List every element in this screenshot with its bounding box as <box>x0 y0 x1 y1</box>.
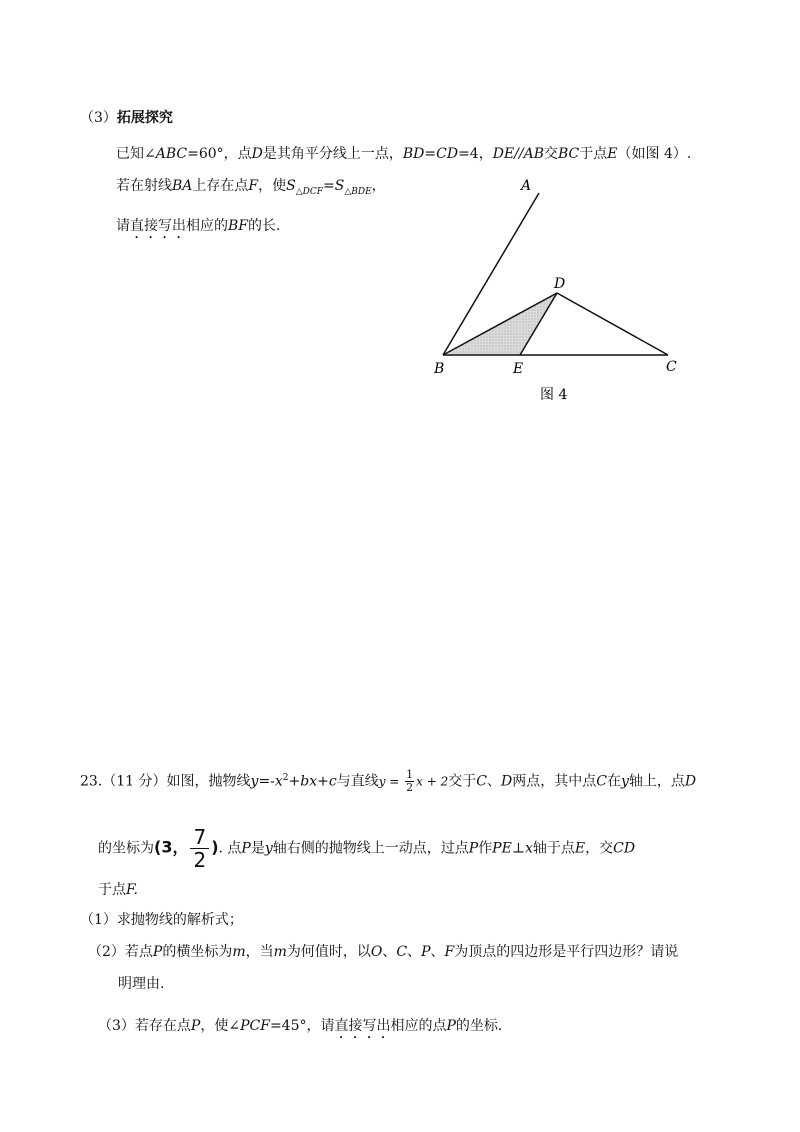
text: （3）若存在点 <box>98 1018 191 1034</box>
math: 3， <box>161 837 189 857</box>
text: 若在射线 <box>116 178 172 194</box>
math: BC <box>558 146 580 162</box>
math: BD=CD <box>402 146 459 162</box>
text: 相应的点 <box>390 1018 447 1034</box>
math: D <box>684 773 697 790</box>
math: P <box>468 840 479 857</box>
math: F. <box>126 882 138 898</box>
text: 请 <box>116 218 130 234</box>
text: ，使∠ <box>200 1018 241 1034</box>
math: BA <box>172 178 193 194</box>
text: =45°，请 <box>269 1018 335 1034</box>
question-score: （11 分） <box>102 773 167 790</box>
math-sub: △BDE <box>344 186 372 197</box>
math: PE <box>492 840 512 857</box>
math: P <box>446 1018 456 1034</box>
math: E <box>574 840 586 857</box>
text: 如图，抛物线 <box>166 773 251 790</box>
math: O <box>370 944 383 960</box>
text: 轴右侧的抛物线上一动点，过点 <box>272 840 469 857</box>
math: P <box>190 1018 201 1034</box>
q23-sub2-cont <box>118 974 164 994</box>
question-number: 23. <box>80 773 103 790</box>
math: = <box>385 774 404 789</box>
segment-dc <box>557 293 668 355</box>
text: ，交 <box>585 840 614 857</box>
text: 明理由. <box>118 976 165 992</box>
text: 是 <box>250 840 265 857</box>
text: 交 <box>544 146 558 162</box>
text: （如图 4）. <box>617 146 692 162</box>
paren: ( <box>154 837 162 857</box>
text: 的坐标为 <box>98 840 154 857</box>
text: 上存在点 <box>192 178 249 194</box>
text: 在 <box>606 773 621 790</box>
text: 轴于点 <box>532 840 575 857</box>
math: C <box>596 773 607 790</box>
math: y <box>620 773 629 790</box>
q23-line2 <box>98 826 635 871</box>
frac-num: 7 <box>190 826 209 849</box>
label-b: B <box>434 361 445 377</box>
text: 、 <box>486 773 501 790</box>
math: C <box>476 773 487 790</box>
math: C <box>396 944 408 960</box>
math: y <box>378 774 386 789</box>
text: 、 <box>430 944 445 960</box>
label-a: A <box>521 178 532 194</box>
text: 于点 <box>579 146 608 162</box>
text: 的长. <box>248 218 281 234</box>
math: +bx+c <box>288 773 337 790</box>
math: m <box>232 944 246 960</box>
text: =60°，点 <box>187 146 252 162</box>
text: 交于 <box>448 773 477 790</box>
text: 是其角平分线上一点， <box>262 146 403 162</box>
math: x <box>524 840 533 857</box>
label-c: C <box>666 359 677 375</box>
text: . 点 <box>218 840 242 857</box>
paren: ) <box>211 837 219 857</box>
math: F <box>444 944 455 960</box>
label-d: D <box>554 276 566 292</box>
text: （2）若点 <box>88 944 153 960</box>
text: 为何值时，以 <box>286 944 371 960</box>
math: CD <box>613 840 636 857</box>
q23-line1 <box>80 764 696 796</box>
fraction-seven-halves <box>190 826 209 871</box>
math: y <box>264 840 273 857</box>
text: 、 <box>407 944 422 960</box>
emphasis-text: 直接写出 <box>130 218 186 234</box>
text: 的坐标. <box>455 1018 503 1034</box>
math: S <box>334 178 345 194</box>
label-e: E <box>513 361 524 377</box>
fraction-one-half <box>405 769 414 794</box>
text: = <box>323 178 335 194</box>
math: y=-x <box>250 773 283 790</box>
text: 与直线 <box>336 773 379 790</box>
text: （1）求抛物线的解析式； <box>80 912 243 928</box>
text: 轴上，点 <box>628 773 685 790</box>
text: =4， <box>458 146 493 162</box>
math: P <box>421 944 431 960</box>
math: x + 2 <box>416 774 449 789</box>
emphasis-text: 直接写出 <box>334 1018 391 1034</box>
math: P <box>152 944 163 960</box>
math: BF <box>228 218 249 234</box>
frac-den: 2 <box>406 781 414 795</box>
text: 两点，其中点 <box>512 773 597 790</box>
math: m <box>273 944 287 960</box>
math: S <box>286 178 296 194</box>
text: ，当 <box>245 944 274 960</box>
figure-caption: 图 4 <box>540 387 568 403</box>
text: ，使 <box>258 178 287 194</box>
text: 的横坐标为 <box>162 944 233 960</box>
text: 相应的 <box>186 218 228 234</box>
text: ， <box>371 178 386 194</box>
math: P <box>241 840 251 857</box>
math: PCF <box>240 1018 270 1034</box>
part3-label: （3） <box>80 110 117 126</box>
text: 为顶点的四边形是平行四边形？请说 <box>454 944 679 960</box>
math: D <box>500 773 513 790</box>
text: 已知∠ <box>116 146 156 162</box>
math: F <box>248 178 259 194</box>
math: E <box>607 146 618 162</box>
text: 于点 <box>98 882 126 898</box>
math: DE//AB <box>492 146 544 162</box>
text: 、 <box>382 944 397 960</box>
frac-den: 2 <box>193 848 207 872</box>
frac-num: 1 <box>406 768 414 782</box>
part3-title: 拓展探究 <box>116 110 173 126</box>
q23-sub1 <box>80 910 243 930</box>
q23-line3 <box>98 880 138 900</box>
math-sup: 2 <box>282 773 289 783</box>
text: 作 <box>478 840 493 857</box>
math-sub: △DCF <box>295 186 323 197</box>
q23-sub2 <box>88 942 678 962</box>
text: ⊥ <box>511 840 525 857</box>
math: D <box>251 146 263 162</box>
math: ABC <box>155 146 188 162</box>
q23-sub3 <box>98 1016 502 1042</box>
